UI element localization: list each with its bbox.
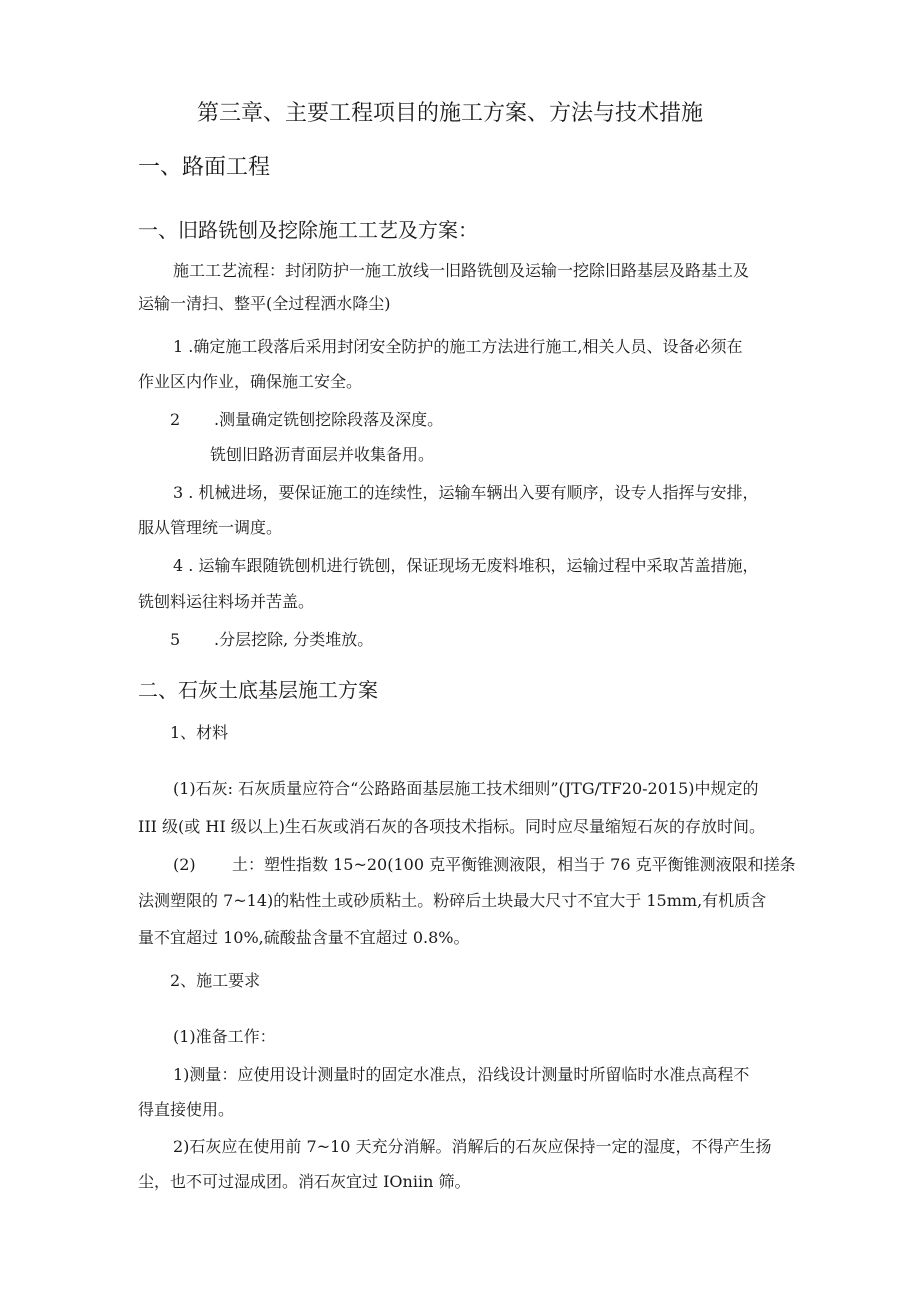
section-heading-milling: 一、旧路铣刨及挖除施工工艺及方案： [138, 218, 478, 242]
process-flow-line: 运输一清扫、整平(全过程洒水降尘) [138, 294, 391, 313]
list-item-4: 4 . 运输车跟随铣刨机进行铣刨，保证现场无废料堆积，运输过程中采取苫盖措施， [173, 556, 759, 575]
list-item-5: .分层挖除, 分类堆放。 [214, 630, 374, 649]
survey-spec-cont: 得直接使用。 [138, 1100, 235, 1119]
chapter-title: 第三章、主要工程项目的施工方案、方法与技术措施 [197, 101, 704, 126]
subsection-requirements: 2、施工要求 [170, 971, 261, 990]
list-item-5-number: 5 [170, 630, 181, 649]
list-item-1-cont: 作业区内作业，确保施工安全。 [138, 372, 363, 391]
soil-spec-number: (2) [173, 855, 196, 874]
subsection-materials: 1、材料 [170, 723, 229, 742]
process-flow-line: 施工工艺流程：封闭防护一施工放线一旧路铣刨及运输一挖除旧路基层及路基土及 [173, 261, 750, 280]
survey-spec: 1)测量：应使用设计测量时的固定水准点，沿线设计测量时所留临时水准点高程不 [173, 1065, 750, 1084]
part-title: 一、路面工程 [138, 155, 271, 180]
soil-spec-cont: 量不宜超过 10%,硫酸盐含量不宜超过 0.8%。 [138, 928, 470, 947]
slaking-spec-cont: 尘，也不可过湿成团。消石灰宜过 IOniin 筛。 [138, 1172, 471, 1191]
list-item-2: .测量确定铣刨挖除段落及深度。 [214, 410, 444, 429]
list-item-2-number: 2 [170, 410, 181, 429]
soil-spec-cont: 法测塑限的 7~14)的粘性土或砂质粘土。粉碎后土块最大尺寸不宜大于 15mm,有机质含 [138, 891, 767, 910]
section-heading-lime-soil: 二、石灰土底基层施工方案 [138, 678, 378, 702]
prep-heading: (1)准备工作： [173, 1027, 276, 1046]
list-item-3: 3 . 机械进场，要保证施工的连续性，运输车辆出入要有顺序，设专人指挥与安排， [173, 483, 759, 502]
milling-note: 铣刨旧路沥青面层并收集备用。 [210, 445, 435, 464]
soil-spec: 土：塑性指数 15~20(100 克平衡锥测液限，相当于 76 克平衡锥测液限和搓条 [232, 855, 796, 874]
lime-spec: (1)石灰: 石灰质量应符合“公路路面基层施工技术细则”(JTG/TF20-2015)中规定的 [173, 779, 759, 798]
list-item-3-cont: 服从管理统一调度。 [138, 518, 283, 537]
lime-spec-cont: III 级(或 HI 级以上)生石灰或消石灰的各项技术指标。同时应尽量缩短石灰的存放时间。 [138, 817, 765, 836]
list-item-1: 1 .确定施工段落后采用封闭安全防护的施工方法进行施工,相关人员、设备必须在 [173, 337, 743, 356]
slaking-spec: 2)石灰应在使用前 7~10 天充分消解。消解后的石灰应保持一定的湿度，不得产生扬 [173, 1137, 772, 1156]
list-item-4-cont: 铣刨料运往料场并苦盖。 [138, 592, 315, 611]
